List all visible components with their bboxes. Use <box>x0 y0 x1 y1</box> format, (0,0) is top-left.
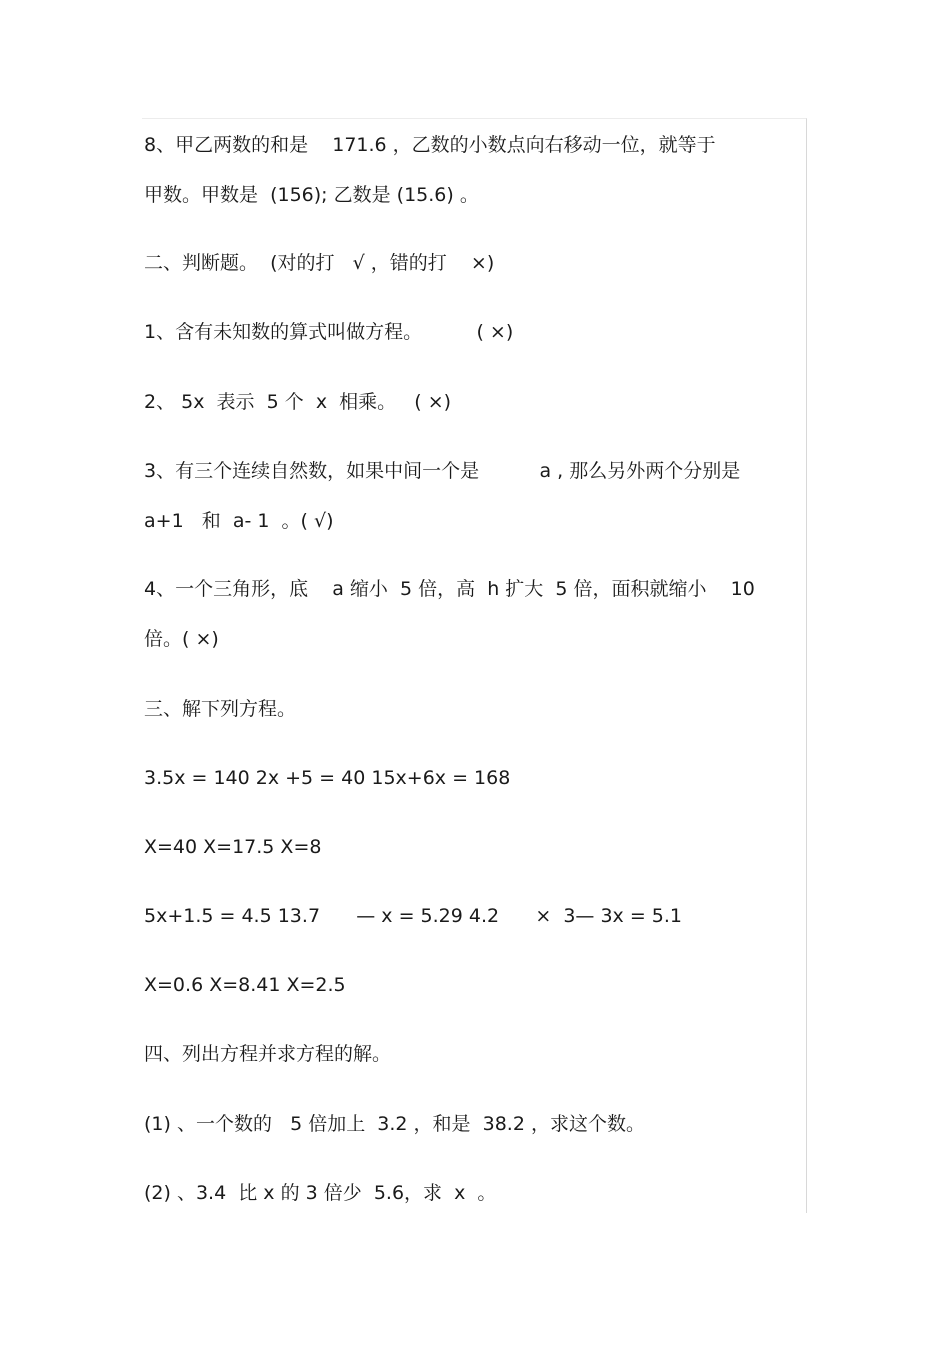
judgement-item-3-line-2: a+1 和 a- 1 。( √) <box>144 510 334 532</box>
answers-row-1: X=40 X=17.5 X=8 <box>144 836 322 858</box>
question-8-line-1: 8、甲乙两数的和是 171.6 ，乙数的小数点向右移动一位，就等于 <box>144 134 716 156</box>
judgement-item-2: 2、 5x 表示 5 个 x 相乘。 ( ×) <box>144 391 452 413</box>
question-8-line-2: 甲数。甲数是 (156); 乙数是 (15.6) 。 <box>144 184 479 206</box>
section-solve-equations-heading: 三、解下列方程。 <box>144 698 297 720</box>
answers-row-2: X=0.6 X=8.41 X=2.5 <box>144 974 346 996</box>
word-problem-2: (2) 、3.4 比 x 的 3 倍少 5.6，求 x 。 <box>144 1182 497 1204</box>
word-problem-1: (1) 、一个数的 5 倍加上 3.2 ，和是 38.2 ，求这个数。 <box>144 1113 645 1135</box>
judgement-item-1: 1、含有未知数的算式叫做方程。 ( ×) <box>144 321 514 343</box>
section-judgement-heading: 二、判断题。 (对的打 √ ，错的打 ×) <box>144 252 495 274</box>
judgement-item-3-line-1: 3、有三个连续自然数，如果中间一个是 a , 那么另外两个分别是 <box>144 460 741 482</box>
judgement-item-4-line-2: 倍。( ×) <box>144 628 219 650</box>
equations-row-1: 3.5x = 140 2x +5 = 40 15x+6x = 168 <box>144 767 511 789</box>
equations-row-2: 5x+1.5 = 4.5 13.7 — x = 5.29 4.2 × 3— 3x = 5.1 <box>144 905 683 927</box>
judgement-item-4-line-1: 4、一个三角形，底 a 缩小 5 倍，高 h 扩大 5 倍，面积就缩小 10 <box>144 578 755 600</box>
section-word-problems-heading: 四、列出方程并求方程的解。 <box>144 1043 392 1065</box>
